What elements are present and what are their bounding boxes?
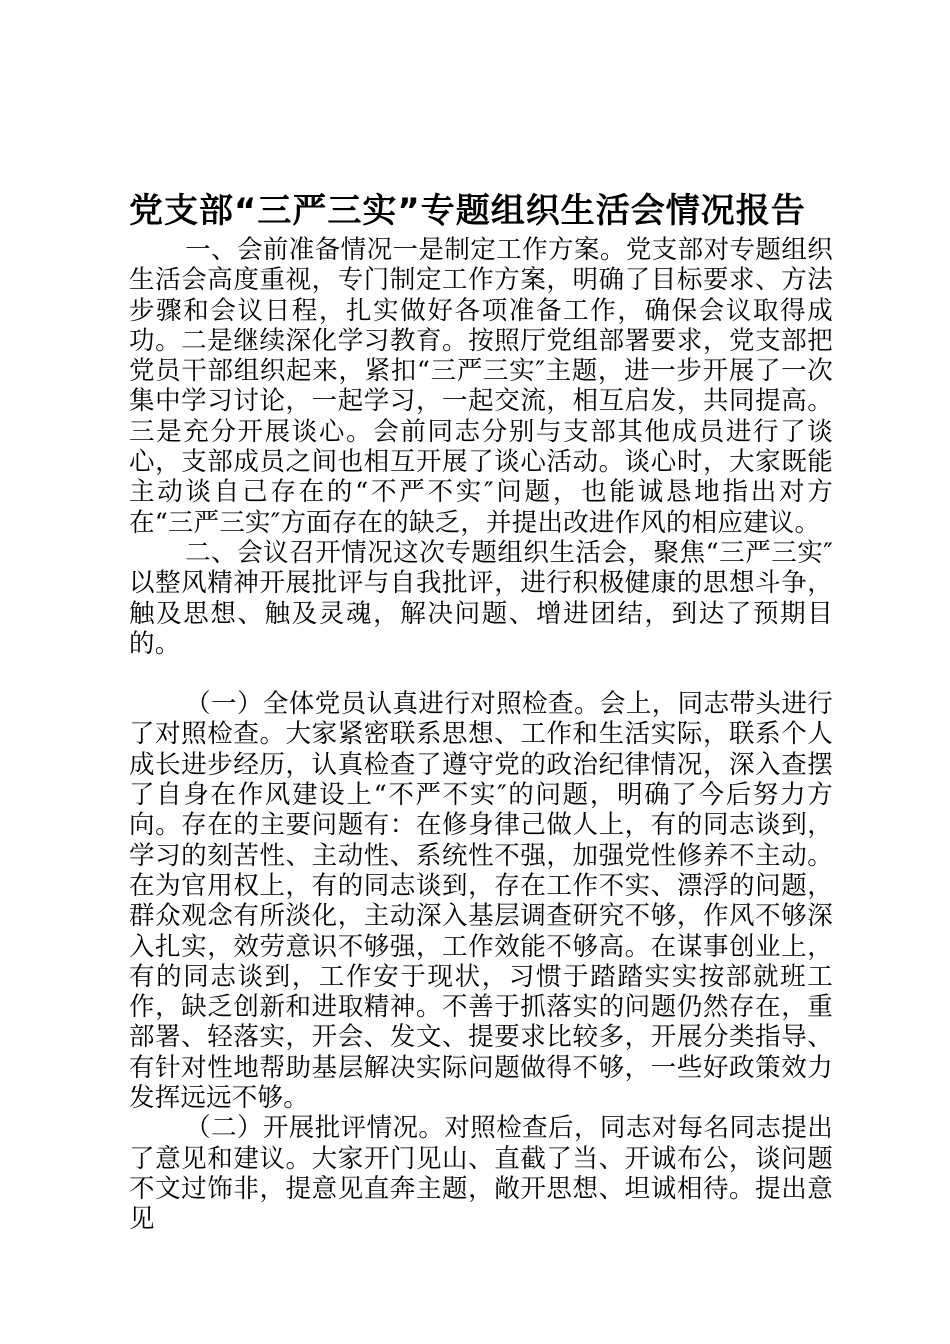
paragraph-preparation: 一、会前准备情况一是制定工作方案。党支部对专题组织生活会高度重视，专门制定工作方案，明确了目标要求、方法步骤和会议日程，扎实做好各项准备工作，确保会议取得成功。二是继续深化学习教育。按照厅党组部署要求，党支部把党员干部组织起来，紧扣“三严三实″主题，进一步开展了一次集中学习讨论，一起学习，一起交流，相互启发，共同提高。三是充分开展谈心。会前同志分别与支部其他成员进行了谈心，支部成员之间也相互开展了谈心活动。谈心时，大家既能主动谈自己存在的“不严不实″问题，也能诚恳地指出对方在“三严三实″方面存在的缺乏，并提出改进作风的相应建议。 [129, 235, 833, 538]
document-body [129, 187, 833, 1235]
paragraph-meeting: 二、会议召开情况这次专题组织生活会，聚焦“三严三实″以整风精神开展批评与自我批评，进行积极健康的思想斗争，触及思想、触及灵魂，解决问题、增进团结，到达了预期目的。 [129, 537, 833, 659]
paragraph-criticism: （二）开展批评情况。对照检查后，同志对每名同志提出了意见和建议。大家开门见山、直截了当、开诚布公，谈问题不文过饰非，提意见直奔主题，敞开思想、坦诚相待。提出意见 [129, 1113, 833, 1235]
paragraph-self-examination: （一）全体党员认真进行对照检查。会上，同志带头进行了对照检查。大家紧密联系思想、工作和生活实际，联系个人成长进步经历，认真检查了遵守党的政治纪律情况，深入查摆了自身在作风建设上“不严不实″的问题，明确了今后努力方向。存在的主要问题有：在修身律己做人上，有的同志谈到，学习的刻苦性、主动性、系统性不强，加强党性修养不主动。在为官用权上，有的同志谈到，存在工作不实、漂浮的问题，群众观念有所淡化，主动深入基层调查研究不够，作风不够深入扎实，效劳意识不够强，工作效能不够高。在谋事创业上，有的同志谈到，工作安于现状，习惯于踏踏实实按部就班工作，缺乏创新和进取精神。不善于抓落实的问题仍然存在，重部署、轻落实，开会、发文、提要求比较多，开展分类指导、有针对性地帮助基层解决实际问题做得不够，一些好政策效力发挥远远不够。 [129, 689, 833, 1114]
document-title: 党支部“三严三实”专题组织生活会情况报告 [129, 191, 806, 231]
